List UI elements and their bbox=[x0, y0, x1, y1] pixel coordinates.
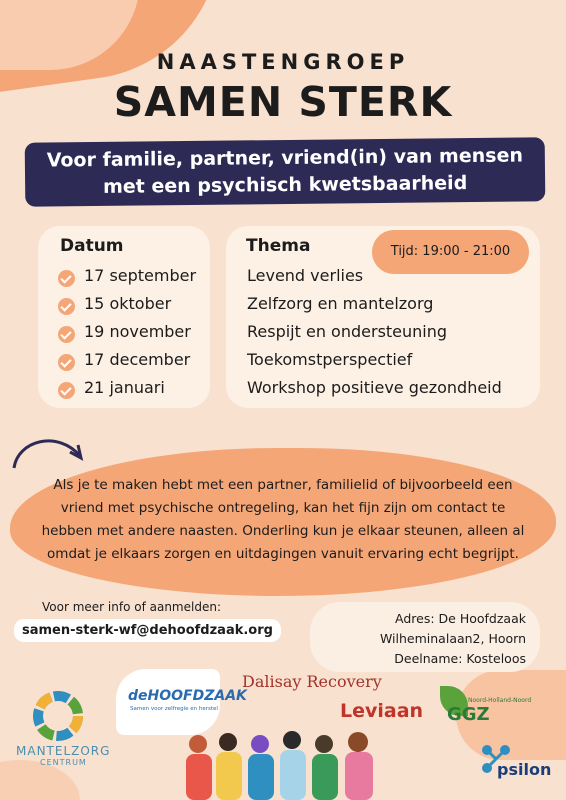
curved-arrow-icon bbox=[8, 430, 88, 480]
date-item: 15 oktober bbox=[84, 294, 172, 313]
address-line-1: Adres: De Hoofdzaak bbox=[395, 611, 526, 626]
description-text: Als je te maken hebt met een partner, familielid of bijvoorbeeld een vriend met psychische ontregeling, kan het fijn zijn om contact te hebben met andere naasten. Onderling kun je elkaar steunen, alleen al omdat je elkaars zorgen en uitdagingen vanuit ervaring echt begrijpt. bbox=[41, 477, 525, 562]
mantelzorg-logo-text: MANTELZORG bbox=[16, 744, 111, 758]
check-icon bbox=[58, 354, 75, 371]
contact-label: Voor meer info of aanmelden: bbox=[42, 600, 221, 614]
theme-header: Thema bbox=[246, 236, 311, 256]
ggz-logo: GGZ bbox=[447, 704, 490, 725]
date-item: 17 september bbox=[84, 266, 197, 285]
theme-item: Zelfzorg en mantelzorg bbox=[247, 294, 434, 313]
date-item: 21 januari bbox=[84, 378, 165, 397]
date-card bbox=[38, 226, 210, 408]
banner-line-1: Voor familie, partner, vriend(in) van mensen bbox=[46, 144, 524, 172]
psilon-logo-text: psilon bbox=[497, 760, 552, 779]
hoofdzaak-logo-text: deHOOFDZAAK bbox=[128, 688, 247, 704]
check-icon bbox=[58, 326, 75, 343]
theme-item: Toekomstperspectief bbox=[247, 350, 413, 369]
ggz-logo-region: Noord-Holland-Noord bbox=[468, 697, 532, 704]
contact-email-link[interactable]: samen-sterk-wf@dehoofdzaak.org bbox=[14, 619, 281, 642]
people-group-illustration bbox=[178, 730, 388, 800]
mantelzorg-logo-subtext: CENTRUM bbox=[40, 758, 87, 767]
theme-item: Respijt en ondersteuning bbox=[247, 322, 448, 341]
audience-banner bbox=[25, 137, 546, 206]
participation-line: Deelname: Kosteloos bbox=[394, 651, 526, 666]
time-badge: Tijd: 19:00 - 21:00 bbox=[372, 230, 529, 274]
banner-line-2: met een psychisch kwetsbaarheid bbox=[102, 172, 468, 198]
date-item: 17 december bbox=[84, 350, 191, 369]
check-icon bbox=[58, 298, 75, 315]
group-label: NAASTENGROEP bbox=[156, 50, 410, 74]
dalisay-logo: Dalisay Recovery bbox=[242, 672, 382, 691]
date-item: 19 november bbox=[84, 322, 191, 341]
hoofdzaak-logo-tagline: Samen voor zelfregie en herstel bbox=[130, 706, 218, 712]
theme-item: Workshop positieve gezondheid bbox=[247, 378, 502, 397]
address-line-2: Wilheminalaan2, Hoorn bbox=[379, 631, 526, 646]
page-title: SAMEN STERK bbox=[113, 78, 453, 126]
check-icon bbox=[58, 382, 75, 399]
date-header: Datum bbox=[60, 236, 124, 256]
leviaan-logo: Leviaan bbox=[340, 700, 424, 722]
address-block bbox=[316, 609, 526, 669]
theme-item: Levend verlies bbox=[247, 266, 364, 285]
check-icon bbox=[58, 270, 75, 287]
mantelzorg-logo-icon bbox=[32, 690, 84, 742]
